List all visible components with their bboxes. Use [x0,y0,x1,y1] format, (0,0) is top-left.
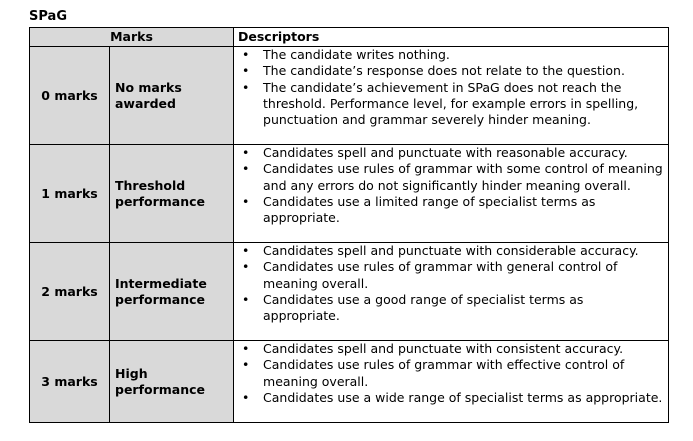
descriptor-text: Candidates spell and punctuate with consistent accuracy. [263,341,624,356]
marks-value: 1 marks [30,145,110,243]
bullet-icon: • [242,79,250,95]
bullet-icon: • [242,193,250,209]
descriptor-list-cell [234,341,669,423]
descriptor-list [234,243,664,324]
descriptor-text: Candidates use rules of grammar with some control of meaning and any errors do not significantly hinder meaning overall. [263,161,663,193]
descriptor-item [234,390,664,406]
performance-level: Intermediate performance [110,243,234,341]
descriptor-text: The candidate’s achievement in SPaG does not reach the threshold. Performance level, for example errors in spelling, punctuation and grammar severely hinder meaning. [263,79,639,128]
descriptors-column-header: Descriptors [234,28,669,47]
descriptor-item [234,80,664,129]
descriptor-item [234,63,664,79]
bullet-icon: • [242,357,250,373]
descriptor-item [234,194,664,227]
marks-value: 2 marks [30,243,110,341]
bullet-icon: • [242,389,250,405]
descriptor-item [234,341,664,357]
descriptor-list [234,341,664,406]
table-row-1-marks [30,145,669,243]
descriptor-text: Candidates spell and punctuate with reasonable accuracy. [263,145,628,160]
marks-value: 3 marks [30,341,110,423]
descriptor-item [234,259,664,292]
descriptor-list [234,145,664,226]
section-heading: SPaG [29,9,67,24]
descriptor-list-cell [234,145,669,243]
descriptor-text: Candidates use rules of grammar with effective control of meaning overall. [263,357,625,389]
descriptor-text: The candidate writes nothing. [263,47,450,62]
descriptor-item [234,243,664,259]
table-row-0-marks [30,47,669,145]
descriptor-text: The candidate’s response does not relate to the question. [263,63,625,79]
descriptor-item [234,292,664,325]
bullet-icon: • [242,341,250,356]
table-header-row [30,28,669,47]
table-row-2-marks [30,243,669,341]
descriptor-item [234,161,664,194]
descriptor-list-cell [234,243,669,341]
descriptor-text: Candidates use a good range of specialist terms as appropriate. [263,291,584,324]
marks-value: 0 marks [30,47,110,145]
marks-column-header: Marks [30,28,234,47]
descriptor-text: Candidates use a limited range of specialist terms as appropriate. [263,193,596,226]
descriptor-text: Candidates use a wide range of specialist terms as appropriate. [263,389,663,405]
bullet-icon: • [242,47,250,62]
descriptor-item [234,47,664,63]
performance-level: High performance [110,341,234,423]
bullet-icon: • [242,243,250,258]
descriptor-item [234,357,664,390]
bullet-icon: • [242,291,250,307]
bullet-icon: • [242,63,250,79]
descriptor-text: Candidates use rules of grammar with general control of meaning overall. [263,259,618,291]
descriptor-text: Candidates spell and punctuate with considerable accuracy. [263,243,639,258]
bullet-icon: • [242,161,250,177]
performance-level: No marks awarded [110,47,234,145]
descriptor-item [234,145,664,161]
performance-level: Threshold performance [110,145,234,243]
descriptor-list-cell [234,47,669,145]
table-row-3-marks [30,341,669,423]
spag-mark-scheme-table [29,27,669,423]
descriptor-list [234,47,664,128]
bullet-icon: • [242,259,250,275]
bullet-icon: • [242,145,250,160]
